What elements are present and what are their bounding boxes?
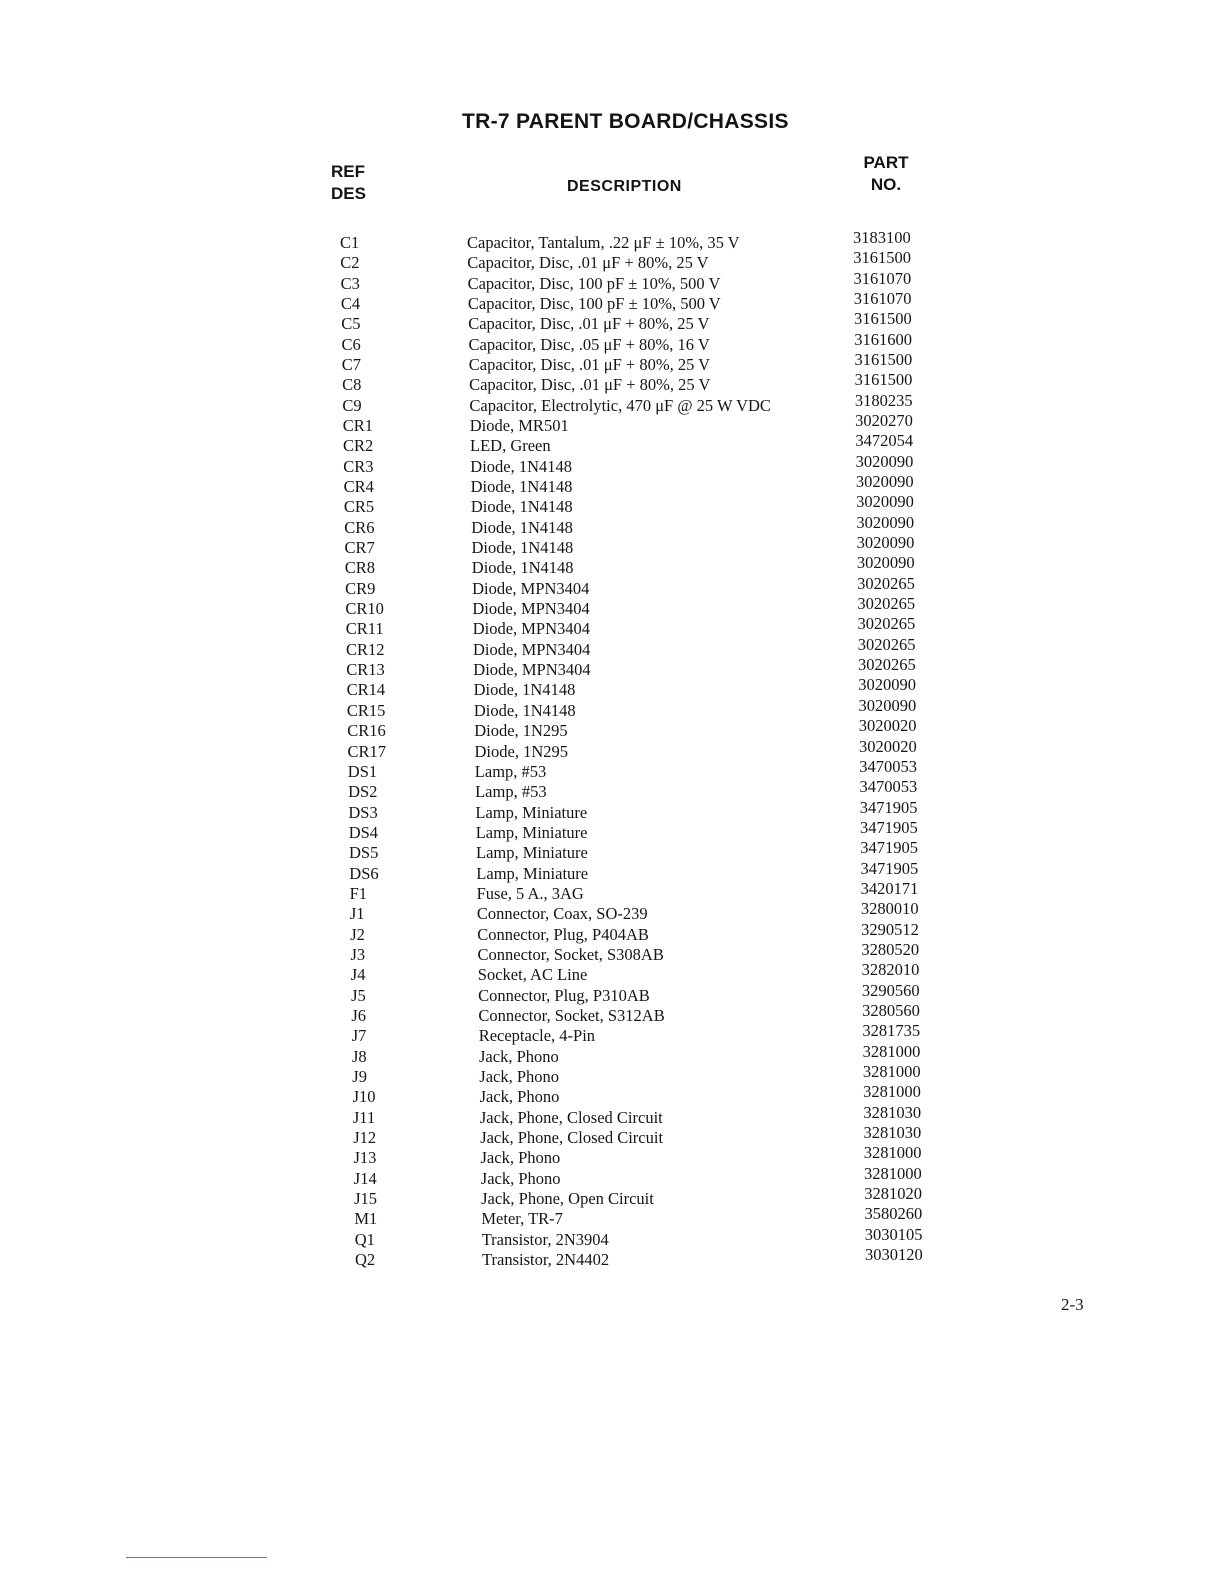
ref-des-cell: J7	[351, 1026, 367, 1046]
ref-des-cell: CR8	[344, 558, 376, 578]
part-number-cell: 3281000	[862, 1041, 921, 1061]
description-cell: Diode, 1N4148	[471, 538, 574, 558]
description-cell: Lamp, Miniature	[475, 802, 588, 822]
ref-des-cell: C9	[342, 395, 362, 415]
page-number: 2-3	[1061, 1295, 1084, 1314]
ref-des-cell: J8	[352, 1046, 367, 1066]
ref-des-cell: CR13	[346, 660, 385, 680]
ref-des-cell: CR15	[346, 700, 386, 720]
description-cell: Lamp, Miniature	[476, 843, 588, 863]
description-cell: Connector, Plug, P310AB	[478, 985, 650, 1005]
part-number-cell: 3281735	[862, 1021, 921, 1041]
part-number-cell: 3280560	[862, 1000, 920, 1020]
ref-des-cell: C5	[341, 314, 361, 334]
part-number-cell: 3161600	[854, 329, 912, 349]
part-number-cell: 3470053	[859, 756, 917, 776]
ref-des-cell: J12	[353, 1127, 377, 1147]
description-cell: Capacitor, Disc, .01 μF + 80%, 25 V	[467, 253, 709, 273]
ref-des-cell: J10	[352, 1087, 376, 1107]
description-cell: Diode, 1N4148	[471, 517, 573, 537]
description-cell: Jack, Phone, Closed Circuit	[479, 1107, 663, 1127]
ref-des-cell: J3	[350, 944, 366, 964]
ref-des-cell: CR11	[345, 619, 384, 639]
part-number-cell: 3471905	[860, 858, 919, 878]
ref-des-cell: Q1	[354, 1229, 375, 1249]
description-cell: Diode, 1N4148	[470, 456, 573, 476]
ref-des-cell: J15	[354, 1188, 378, 1208]
ref-des-cell: CR12	[346, 639, 385, 659]
description-cell: Lamp, #53	[474, 761, 547, 781]
part-number-cell: 3180235	[854, 390, 913, 410]
part-number-cell: 3471905	[859, 797, 918, 817]
part-number-cell: 3020020	[859, 736, 917, 756]
part-number-cell: 3161500	[854, 370, 913, 390]
part-number-cell: 3161070	[853, 268, 912, 288]
description-cell: Diode, MR501	[469, 416, 569, 436]
part-number-cell: 3020090	[855, 472, 914, 492]
part-number-cell: 3161500	[853, 248, 911, 268]
part-number-cell: 3471905	[860, 838, 918, 858]
ref-des-cell: J9	[352, 1066, 367, 1086]
part-number-cell: 3290512	[861, 919, 919, 939]
description-cell: Capacitor, Disc, 100 pF ± 10%, 500 V	[467, 273, 721, 293]
description-cell: Diode, MPN3404	[473, 660, 591, 680]
part-number-cell: 3281000	[863, 1143, 922, 1163]
part-number-cell: 3281000	[862, 1061, 921, 1081]
ref-des-cell: CR6	[344, 517, 375, 537]
part-number-cell: 3580260	[864, 1204, 923, 1224]
description-cell: Capacitor, Disc, .05 μF + 80%, 16 V	[468, 334, 710, 354]
description-cell: Jack, Phono	[479, 1046, 559, 1066]
description-cell: Diode, 1N4148	[473, 680, 576, 700]
part-number-cell: 3020270	[855, 411, 913, 431]
ref-des-cell: CR7	[344, 538, 375, 558]
part-number-cell: 3020020	[858, 716, 917, 736]
description-cell: Diode, 1N4148	[473, 700, 576, 720]
description-cell: Diode, 1N4148	[471, 558, 574, 578]
ref-des-cell: C7	[341, 355, 362, 375]
ref-des-cell: Q2	[355, 1250, 376, 1269]
ref-des-cell: CR1	[342, 416, 373, 436]
description-cell: Transistor, 2N3904	[481, 1229, 609, 1249]
ref-des-cell: J4	[350, 965, 366, 985]
description-cell: Diode, MPN3404	[473, 639, 591, 659]
description-cell: Socket, AC Line	[477, 965, 588, 985]
part-number-cell: 3281000	[863, 1082, 921, 1102]
header-part-line2: NO.	[870, 175, 902, 194]
part-number-cell: 3290560	[861, 980, 920, 1000]
ref-des-cell: CR3	[343, 456, 374, 476]
ref-des-cell: CR14	[346, 680, 386, 700]
ref-des-cell: M1	[354, 1209, 378, 1229]
description-cell: Meter, TR-7	[481, 1209, 563, 1229]
part-number-cell: 3161070	[853, 289, 912, 309]
page-title: TR-7 PARENT BOARD/CHASSIS	[462, 110, 789, 133]
ref-des-cell: CR5	[343, 497, 375, 517]
ref-des-cell: J2	[350, 924, 365, 944]
part-number-cell: 3471905	[859, 817, 918, 837]
part-number-cell: 3281000	[864, 1163, 922, 1183]
description-cell: Diode, 1N295	[474, 741, 568, 761]
ref-des-cell: CR2	[343, 436, 374, 456]
part-number-cell: 3280010	[860, 899, 919, 919]
description-cell: Jack, Phono	[480, 1168, 561, 1188]
part-number-cell: 3020265	[857, 634, 916, 654]
part-number-cell: 3020090	[856, 492, 914, 512]
description-cell: Diode, 1N4148	[470, 477, 573, 497]
footer-rule	[126, 1557, 267, 1558]
ref-des-cell: DS4	[348, 822, 379, 842]
description-cell: Capacitor, Tantalum, .22 μF ± 10%, 35 V	[467, 233, 740, 252]
description-cell: Diode, 1N4148	[470, 497, 573, 517]
ref-des-cell: CR17	[347, 741, 387, 761]
part-number-cell: 3470053	[859, 777, 918, 797]
description-cell: Capacitor, Disc, .01 μF + 80%, 25 V	[469, 375, 711, 395]
column-header-ref-des	[331, 161, 366, 205]
ref-des-cell: DS6	[349, 863, 379, 883]
description-cell: LED, Green	[470, 436, 551, 456]
part-number-cell: 3020265	[858, 655, 916, 675]
ref-des-cell: J13	[353, 1148, 377, 1168]
description-cell: Transistor, 2N4402	[482, 1250, 610, 1269]
description-cell: Jack, Phone, Closed Circuit	[480, 1127, 664, 1147]
description-cell: Connector, Coax, SO-239	[476, 904, 648, 924]
part-number-cell: 3020090	[856, 512, 915, 532]
ref-des-cell: DS5	[349, 843, 379, 863]
description-cell: Diode, MPN3404	[472, 599, 590, 619]
part-number-cell: 3020090	[858, 675, 917, 695]
part-number-cell: 3030120	[865, 1245, 923, 1264]
description-cell: Capacitor, Disc, 100 pF ± 10%, 500 V	[467, 294, 721, 314]
header-part-line1: PART	[863, 153, 909, 172]
description-cell: Jack, Phono	[479, 1066, 560, 1086]
description-cell: Diode, MPN3404	[472, 578, 590, 598]
part-number-cell: 3282010	[861, 960, 920, 980]
ref-des-cell: C2	[340, 253, 360, 273]
ref-des-cell: CR10	[345, 599, 384, 619]
ref-des-cell: DS3	[348, 802, 378, 822]
ref-des-cell: CR4	[343, 477, 374, 497]
description-cell: Lamp, Miniature	[476, 863, 589, 883]
ref-des-cell: J5	[351, 985, 366, 1005]
ref-des-cell: DS1	[347, 761, 378, 781]
description-cell: Connector, Socket, S312AB	[478, 1005, 665, 1025]
header-ref-line1: REF	[331, 162, 365, 181]
ref-des-cell: J6	[351, 1005, 367, 1025]
description-cell: Diode, 1N295	[474, 721, 568, 741]
part-number-cell: 3020265	[857, 594, 916, 614]
part-number-cell: 3030105	[864, 1224, 923, 1244]
part-number-cell: 3183100	[853, 228, 911, 247]
part-number-cell: 3281030	[863, 1102, 922, 1122]
description-cell: Capacitor, Electrolytic, 470 μF @ 25 W VDC	[469, 395, 771, 415]
ref-des-cell: C1	[340, 233, 360, 252]
header-ref-line2: DES	[331, 184, 366, 203]
part-number-cell: 3020090	[856, 553, 915, 573]
part-number-cell: 3280520	[861, 939, 920, 959]
part-number-cell: 3020090	[855, 451, 914, 471]
ref-des-cell: J11	[352, 1107, 376, 1127]
part-number-cell: 3020090	[856, 533, 915, 553]
description-cell: Lamp, #53	[475, 782, 547, 802]
ref-des-cell: C8	[342, 375, 362, 395]
part-number-cell: 3020090	[858, 695, 917, 715]
description-cell: Connector, Socket, S308AB	[477, 944, 664, 964]
description-cell: Capacitor, Disc, .01 μF + 80%, 25 V	[468, 314, 710, 334]
description-cell: Receptacle, 4-Pin	[478, 1026, 596, 1046]
part-number-cell: 3161500	[853, 309, 912, 329]
description-cell: Capacitor, Disc, .01 μF + 80%, 25 V	[468, 355, 711, 375]
part-number-cell: 3161500	[854, 350, 913, 370]
ref-des-cell: DS2	[348, 782, 378, 802]
part-number-cell: 3420171	[860, 878, 919, 898]
part-number-cell: 3281020	[864, 1183, 923, 1203]
part-number-cell: 3281030	[863, 1122, 922, 1142]
ref-des-cell: CR16	[347, 721, 386, 741]
part-number-cell: 3020265	[857, 573, 915, 593]
part-number-cell: 3472054	[855, 431, 914, 451]
ref-des-cell: C6	[341, 334, 361, 354]
ref-des-cell: F1	[349, 883, 368, 903]
ref-des-cell: J1	[349, 904, 365, 924]
description-cell: Connector, Plug, P404AB	[477, 924, 649, 944]
ref-des-cell: CR9	[345, 578, 376, 598]
description-cell: Jack, Phone, Open Circuit	[481, 1188, 654, 1208]
ref-des-cell: C4	[340, 294, 361, 314]
part-number-cell: 3020265	[857, 614, 916, 634]
description-cell: Jack, Phono	[480, 1148, 561, 1168]
ref-des-cell: J14	[353, 1168, 377, 1188]
description-cell: Diode, MPN3404	[472, 619, 591, 639]
column-header-description: DESCRIPTION	[567, 178, 682, 195]
description-cell: Fuse, 5 A., 3AG	[476, 883, 584, 903]
description-cell: Lamp, Miniature	[475, 822, 588, 842]
description-cell: Jack, Phono	[479, 1087, 560, 1107]
ref-des-cell: C3	[340, 273, 360, 293]
column-header-part-no	[861, 152, 911, 196]
